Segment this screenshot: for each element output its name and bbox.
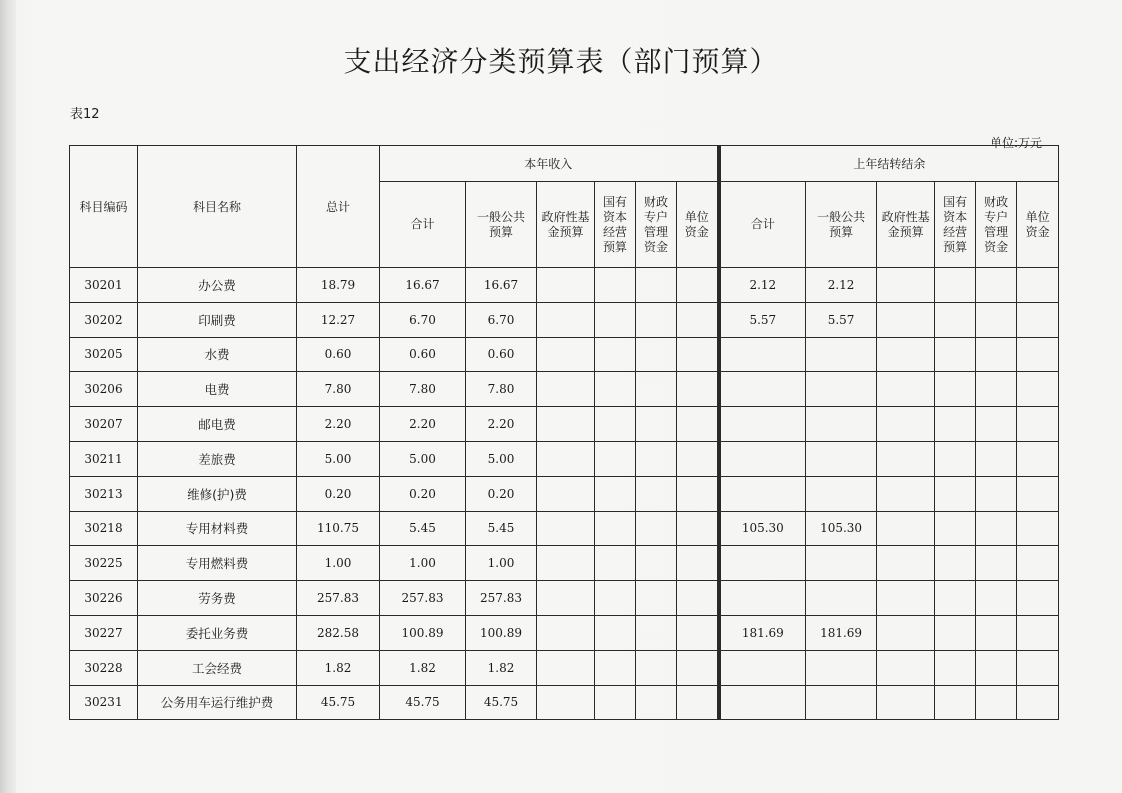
cell-co-unit-funds (1017, 441, 1059, 476)
cell-co-state-capital (935, 407, 976, 442)
header-cy-general-public: 一般公共预算 (466, 182, 537, 268)
cell-code: 30225 (70, 546, 138, 581)
cell-co-fiscal-special (976, 546, 1017, 581)
cell-name: 水费 (138, 337, 297, 372)
cell-cy-subtotal: 2.20 (380, 407, 466, 442)
cell-co-unit-funds (1017, 546, 1059, 581)
cell-co-general-public: 105.30 (806, 511, 877, 546)
cell-name: 专用燃料费 (138, 546, 297, 581)
cell-total: 1.00 (297, 546, 380, 581)
cell-total: 5.00 (297, 441, 380, 476)
cell-co-gov-fund (877, 337, 935, 372)
cell-cy-state-capital (595, 511, 636, 546)
cell-cy-fiscal-special (636, 337, 677, 372)
cell-cy-unit-funds (677, 302, 719, 337)
cell-cy-subtotal: 45.75 (380, 685, 466, 720)
header-cy-unit-funds: 单位资金 (677, 182, 719, 268)
cell-co-fiscal-special (976, 407, 1017, 442)
cell-cy-fiscal-special (636, 372, 677, 407)
cell-co-fiscal-special (976, 650, 1017, 685)
cell-code: 30227 (70, 615, 138, 650)
header-co-state-capital: 国有资本经营预算 (935, 182, 976, 268)
cell-total: 0.20 (297, 476, 380, 511)
cell-total: 110.75 (297, 511, 380, 546)
cell-cy-gov-fund (537, 511, 595, 546)
cell-cy-fiscal-special (636, 511, 677, 546)
cell-co-general-public (806, 650, 877, 685)
cell-cy-fiscal-special (636, 581, 677, 616)
cell-co-state-capital (935, 337, 976, 372)
header-cy-subtotal: 合计 (380, 182, 466, 268)
cell-co-fiscal-special (976, 685, 1017, 720)
cell-cy-general-public: 1.82 (466, 650, 537, 685)
cell-name: 电费 (138, 372, 297, 407)
table-row (70, 407, 1059, 442)
cell-cy-state-capital (595, 581, 636, 616)
header-cy-gov-fund: 政府性基金预算 (537, 182, 595, 268)
cell-co-unit-funds (1017, 337, 1059, 372)
cell-cy-state-capital (595, 337, 636, 372)
cell-co-subtotal (719, 337, 806, 372)
cell-co-fiscal-special (976, 372, 1017, 407)
cell-co-fiscal-special (976, 337, 1017, 372)
cell-cy-unit-funds (677, 511, 719, 546)
cell-co-gov-fund (877, 302, 935, 337)
cell-co-unit-funds (1017, 615, 1059, 650)
cell-cy-general-public: 100.89 (466, 615, 537, 650)
budget-table (69, 145, 1059, 720)
cell-code: 30218 (70, 511, 138, 546)
header-name: 科目名称 (138, 146, 297, 268)
header-current-year-income: 本年收入 (380, 146, 719, 182)
cell-co-state-capital (935, 581, 976, 616)
cell-cy-state-capital (595, 372, 636, 407)
cell-cy-state-capital (595, 407, 636, 442)
page-binding-edge (0, 0, 16, 793)
cell-co-gov-fund (877, 615, 935, 650)
cell-co-gov-fund (877, 268, 935, 303)
cell-co-gov-fund (877, 581, 935, 616)
cell-co-unit-funds (1017, 511, 1059, 546)
table-row (70, 476, 1059, 511)
table-row (70, 615, 1059, 650)
cell-total: 7.80 (297, 372, 380, 407)
header-code: 科目编码 (70, 146, 138, 268)
cell-cy-state-capital (595, 546, 636, 581)
cell-co-fiscal-special (976, 581, 1017, 616)
cell-co-general-public (806, 476, 877, 511)
cell-cy-gov-fund (537, 476, 595, 511)
cell-cy-fiscal-special (636, 268, 677, 303)
table-row (70, 337, 1059, 372)
table-row (70, 650, 1059, 685)
cell-cy-gov-fund (537, 685, 595, 720)
cell-cy-gov-fund (537, 650, 595, 685)
cell-cy-general-public: 1.00 (466, 546, 537, 581)
cell-total: 0.60 (297, 337, 380, 372)
header-co-gov-fund: 政府性基金预算 (877, 182, 935, 268)
cell-co-subtotal (719, 650, 806, 685)
cell-co-state-capital (935, 372, 976, 407)
cell-cy-unit-funds (677, 372, 719, 407)
cell-cy-unit-funds (677, 650, 719, 685)
cell-cy-gov-fund (537, 302, 595, 337)
cell-co-state-capital (935, 268, 976, 303)
cell-cy-general-public: 5.45 (466, 511, 537, 546)
cell-co-unit-funds (1017, 268, 1059, 303)
cell-cy-state-capital (595, 650, 636, 685)
cell-cy-state-capital (595, 615, 636, 650)
cell-co-state-capital (935, 302, 976, 337)
cell-co-general-public: 5.57 (806, 302, 877, 337)
cell-co-state-capital (935, 511, 976, 546)
cell-co-subtotal: 2.12 (719, 268, 806, 303)
cell-name: 差旅费 (138, 441, 297, 476)
cell-co-state-capital (935, 476, 976, 511)
cell-cy-general-public: 16.67 (466, 268, 537, 303)
cell-co-fiscal-special (976, 511, 1017, 546)
cell-code: 30231 (70, 685, 138, 720)
cell-cy-subtotal: 16.67 (380, 268, 466, 303)
cell-co-unit-funds (1017, 407, 1059, 442)
cell-name: 专用材料费 (138, 511, 297, 546)
cell-code: 30228 (70, 650, 138, 685)
cell-total: 18.79 (297, 268, 380, 303)
cell-code: 30213 (70, 476, 138, 511)
cell-cy-general-public: 7.80 (466, 372, 537, 407)
cell-name: 劳务费 (138, 581, 297, 616)
cell-name: 公务用车运行维护费 (138, 685, 297, 720)
cell-total: 45.75 (297, 685, 380, 720)
cell-co-fiscal-special (976, 441, 1017, 476)
cell-cy-fiscal-special (636, 441, 677, 476)
cell-name: 邮电费 (138, 407, 297, 442)
cell-co-state-capital (935, 650, 976, 685)
table-row (70, 685, 1059, 720)
cell-code: 30205 (70, 337, 138, 372)
cell-name: 办公费 (138, 268, 297, 303)
header-co-subtotal: 合计 (719, 182, 806, 268)
cell-co-general-public (806, 407, 877, 442)
cell-co-subtotal (719, 685, 806, 720)
cell-co-fiscal-special (976, 302, 1017, 337)
header-co-fiscal-special: 财政专户管理资金 (976, 182, 1017, 268)
cell-cy-fiscal-special (636, 685, 677, 720)
cell-co-state-capital (935, 685, 976, 720)
cell-cy-gov-fund (537, 372, 595, 407)
cell-name: 工会经费 (138, 650, 297, 685)
cell-cy-state-capital (595, 302, 636, 337)
cell-cy-state-capital (595, 685, 636, 720)
cell-cy-unit-funds (677, 407, 719, 442)
table-body (70, 268, 1059, 720)
cell-cy-unit-funds (677, 546, 719, 581)
cell-co-gov-fund (877, 650, 935, 685)
cell-cy-unit-funds (677, 337, 719, 372)
cell-cy-gov-fund (537, 546, 595, 581)
cell-co-gov-fund (877, 407, 935, 442)
cell-co-unit-funds (1017, 372, 1059, 407)
cell-co-unit-funds (1017, 302, 1059, 337)
cell-co-unit-funds (1017, 581, 1059, 616)
cell-cy-subtotal: 7.80 (380, 372, 466, 407)
cell-cy-gov-fund (537, 441, 595, 476)
unit-label: 单位:万元 (990, 136, 1043, 150)
cell-code: 30206 (70, 372, 138, 407)
page-title: 支出经济分类预算表（部门预算） (343, 45, 779, 78)
cell-co-subtotal: 105.30 (719, 511, 806, 546)
cell-co-gov-fund (877, 546, 935, 581)
cell-cy-state-capital (595, 268, 636, 303)
table-row (70, 511, 1059, 546)
cell-cy-gov-fund (537, 581, 595, 616)
table-row (70, 441, 1059, 476)
cell-name: 印刷费 (138, 302, 297, 337)
cell-co-subtotal (719, 546, 806, 581)
cell-cy-unit-funds (677, 581, 719, 616)
cell-total: 12.27 (297, 302, 380, 337)
cell-co-general-public (806, 685, 877, 720)
cell-code: 30226 (70, 581, 138, 616)
header-carryover-balance: 上年结转结余 (719, 146, 1059, 182)
table-number: 表12 (70, 107, 100, 122)
cell-code: 30201 (70, 268, 138, 303)
cell-cy-fiscal-special (636, 302, 677, 337)
cell-cy-fiscal-special (636, 476, 677, 511)
cell-cy-subtotal: 0.60 (380, 337, 466, 372)
header-cy-state-capital: 国有资本经营预算 (595, 182, 636, 268)
cell-cy-subtotal: 0.20 (380, 476, 466, 511)
cell-total: 2.20 (297, 407, 380, 442)
cell-co-gov-fund (877, 372, 935, 407)
cell-cy-unit-funds (677, 476, 719, 511)
cell-cy-gov-fund (537, 337, 595, 372)
header-co-unit-funds: 单位资金 (1017, 182, 1059, 268)
cell-cy-fiscal-special (636, 615, 677, 650)
cell-co-fiscal-special (976, 615, 1017, 650)
cell-cy-subtotal: 257.83 (380, 581, 466, 616)
cell-cy-general-public: 45.75 (466, 685, 537, 720)
cell-cy-gov-fund (537, 268, 595, 303)
cell-co-unit-funds (1017, 650, 1059, 685)
cell-cy-unit-funds (677, 268, 719, 303)
cell-co-general-public (806, 441, 877, 476)
cell-co-general-public: 2.12 (806, 268, 877, 303)
table-row (70, 546, 1059, 581)
cell-cy-subtotal: 1.82 (380, 650, 466, 685)
cell-co-general-public (806, 372, 877, 407)
cell-cy-unit-funds (677, 441, 719, 476)
cell-cy-subtotal: 6.70 (380, 302, 466, 337)
cell-cy-general-public: 5.00 (466, 441, 537, 476)
cell-code: 30207 (70, 407, 138, 442)
cell-name: 维修(护)费 (138, 476, 297, 511)
cell-co-general-public (806, 546, 877, 581)
cell-cy-general-public: 2.20 (466, 407, 537, 442)
cell-cy-gov-fund (537, 407, 595, 442)
cell-co-general-public: 181.69 (806, 615, 877, 650)
cell-cy-unit-funds (677, 685, 719, 720)
cell-co-state-capital (935, 615, 976, 650)
cell-cy-general-public: 6.70 (466, 302, 537, 337)
cell-co-unit-funds (1017, 685, 1059, 720)
cell-co-state-capital (935, 441, 976, 476)
cell-co-gov-fund (877, 476, 935, 511)
cell-cy-gov-fund (537, 615, 595, 650)
cell-total: 282.58 (297, 615, 380, 650)
cell-cy-general-public: 0.20 (466, 476, 537, 511)
cell-co-general-public (806, 337, 877, 372)
table-row (70, 268, 1059, 303)
table-row (70, 372, 1059, 407)
cell-code: 30202 (70, 302, 138, 337)
cell-co-gov-fund (877, 685, 935, 720)
cell-co-subtotal: 5.57 (719, 302, 806, 337)
cell-cy-state-capital (595, 476, 636, 511)
cell-cy-unit-funds (677, 615, 719, 650)
cell-cy-state-capital (595, 441, 636, 476)
cell-co-subtotal (719, 476, 806, 511)
cell-cy-general-public: 257.83 (466, 581, 537, 616)
table-row (70, 581, 1059, 616)
cell-co-fiscal-special (976, 268, 1017, 303)
cell-cy-subtotal: 1.00 (380, 546, 466, 581)
header-cy-fiscal-special: 财政专户管理资金 (636, 182, 677, 268)
cell-code: 30211 (70, 441, 138, 476)
cell-co-subtotal (719, 407, 806, 442)
cell-total: 257.83 (297, 581, 380, 616)
cell-co-unit-funds (1017, 476, 1059, 511)
cell-co-subtotal (719, 581, 806, 616)
table-row (70, 302, 1059, 337)
header-total: 总计 (297, 146, 380, 268)
cell-co-gov-fund (877, 441, 935, 476)
cell-cy-subtotal: 5.00 (380, 441, 466, 476)
cell-co-gov-fund (877, 511, 935, 546)
cell-cy-fiscal-special (636, 650, 677, 685)
cell-co-general-public (806, 581, 877, 616)
cell-cy-fiscal-special (636, 546, 677, 581)
cell-co-fiscal-special (976, 476, 1017, 511)
cell-co-subtotal (719, 441, 806, 476)
cell-cy-subtotal: 5.45 (380, 511, 466, 546)
cell-co-subtotal: 181.69 (719, 615, 806, 650)
cell-name: 委托业务费 (138, 615, 297, 650)
cell-cy-subtotal: 100.89 (380, 615, 466, 650)
cell-co-subtotal (719, 372, 806, 407)
cell-co-state-capital (935, 546, 976, 581)
header-co-general-public: 一般公共预算 (806, 182, 877, 268)
cell-total: 1.82 (297, 650, 380, 685)
cell-cy-general-public: 0.60 (466, 337, 537, 372)
cell-cy-fiscal-special (636, 407, 677, 442)
